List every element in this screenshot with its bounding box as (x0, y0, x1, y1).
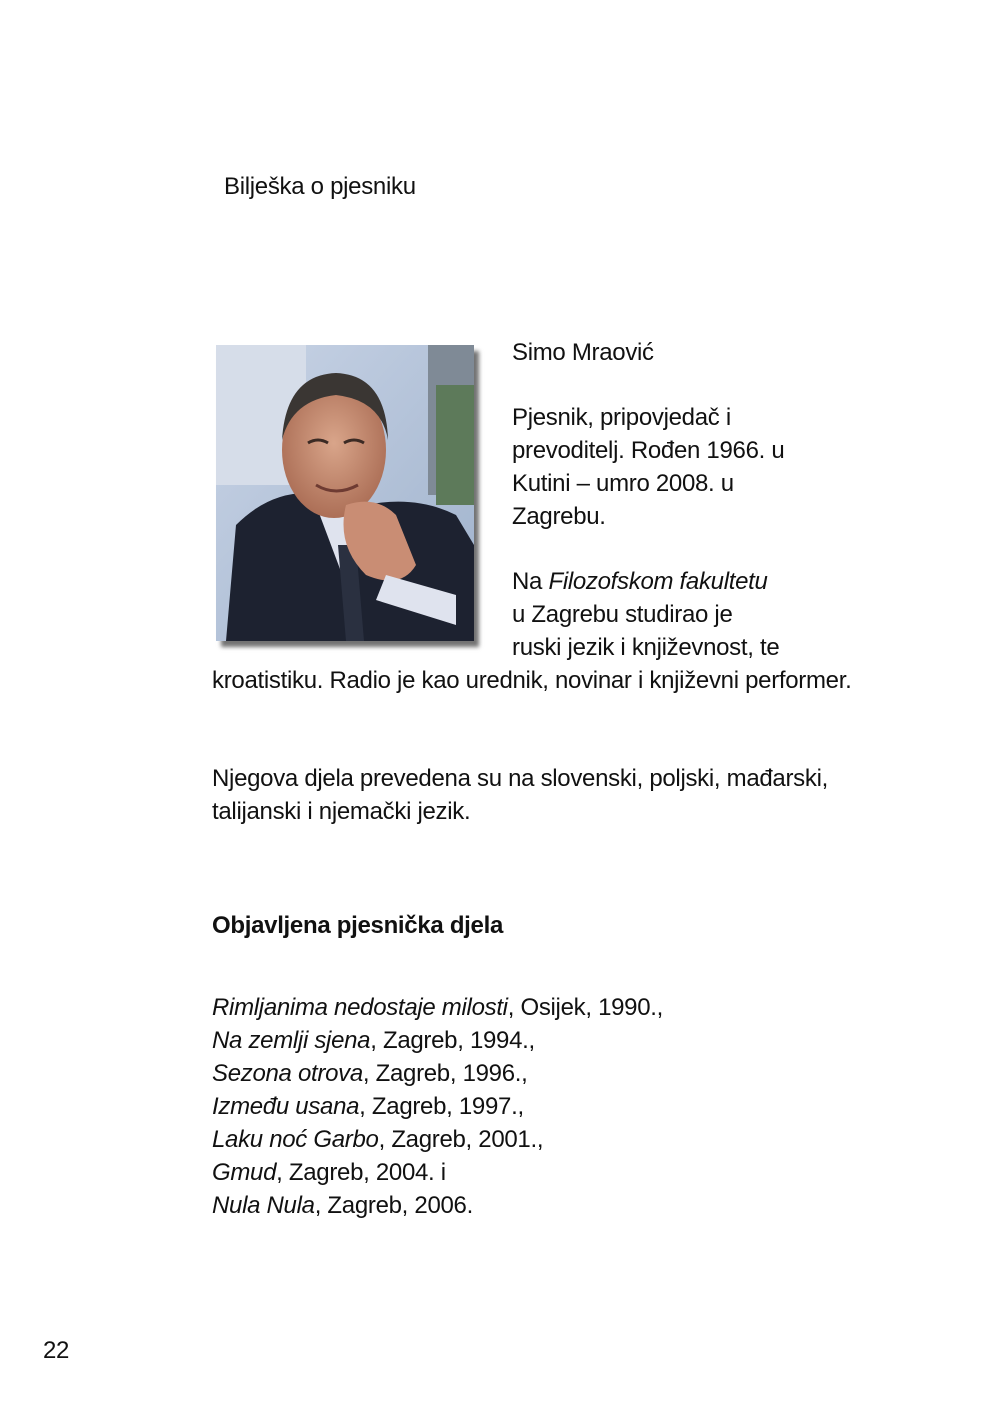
work-title: Sezona otrova (212, 1060, 363, 1087)
list-item (212, 1156, 852, 1189)
work-title: Rimljanima nedostaje milosti (212, 994, 508, 1021)
bio-paragraph-birth: Pjesnik, pripovjedač i prevoditelj. Rođen 1966. u Kutini – umro 2008. u Zagrebu. (512, 404, 785, 530)
list-item (212, 1057, 852, 1090)
bio-education-prefix: Na (512, 568, 549, 595)
faculty-name: Filozofskom fakultetu (548, 568, 768, 595)
work-details: , Zagreb, 2004. i (276, 1159, 446, 1186)
bio-paragraph-translations: Njegova djela prevedena su na slovenski, poljski, mađarski, talijanski i njemački jezik. (212, 765, 828, 825)
work-title: Između usana (212, 1093, 360, 1120)
section-title: Bilješka o pjesniku (224, 173, 416, 200)
author-portrait (216, 345, 474, 641)
author-name: Simo Mraović (512, 339, 654, 366)
work-details: , Zagreb, 2006. (314, 1192, 473, 1219)
list-item (212, 1024, 852, 1057)
list-item (212, 1090, 852, 1123)
bio-education-line-1 (512, 565, 842, 598)
page-number: 22 (43, 1337, 70, 1364)
work-details: , Osijek, 1990., (507, 994, 663, 1021)
list-item (212, 1189, 852, 1222)
works-list (212, 991, 852, 1222)
bio-paragraph-education (512, 565, 842, 664)
bio-education-rest: kroatistiku. Radio je kao urednik, novinar i književni performer. (212, 667, 852, 694)
work-details: , Zagreb, 1996., (362, 1060, 528, 1087)
work-title: Gmud (212, 1159, 277, 1186)
work-details: , Zagreb, 1997., (359, 1093, 524, 1120)
work-title: Na zemlji sjena (212, 1027, 371, 1054)
work-title: Laku noć Garbo (212, 1126, 379, 1153)
work-details: , Zagreb, 2001., (378, 1126, 544, 1153)
works-heading: Objavljena pjesnička djela (212, 912, 504, 939)
list-item (212, 991, 852, 1024)
list-item (212, 1123, 852, 1156)
work-title: Nula Nula (212, 1192, 315, 1219)
bio-education-line-2: u Zagrebu studirao je (512, 601, 733, 628)
work-details: , Zagreb, 1994., (370, 1027, 535, 1054)
bio-education-line-3: ruski jezik i književnost, te (512, 634, 780, 661)
